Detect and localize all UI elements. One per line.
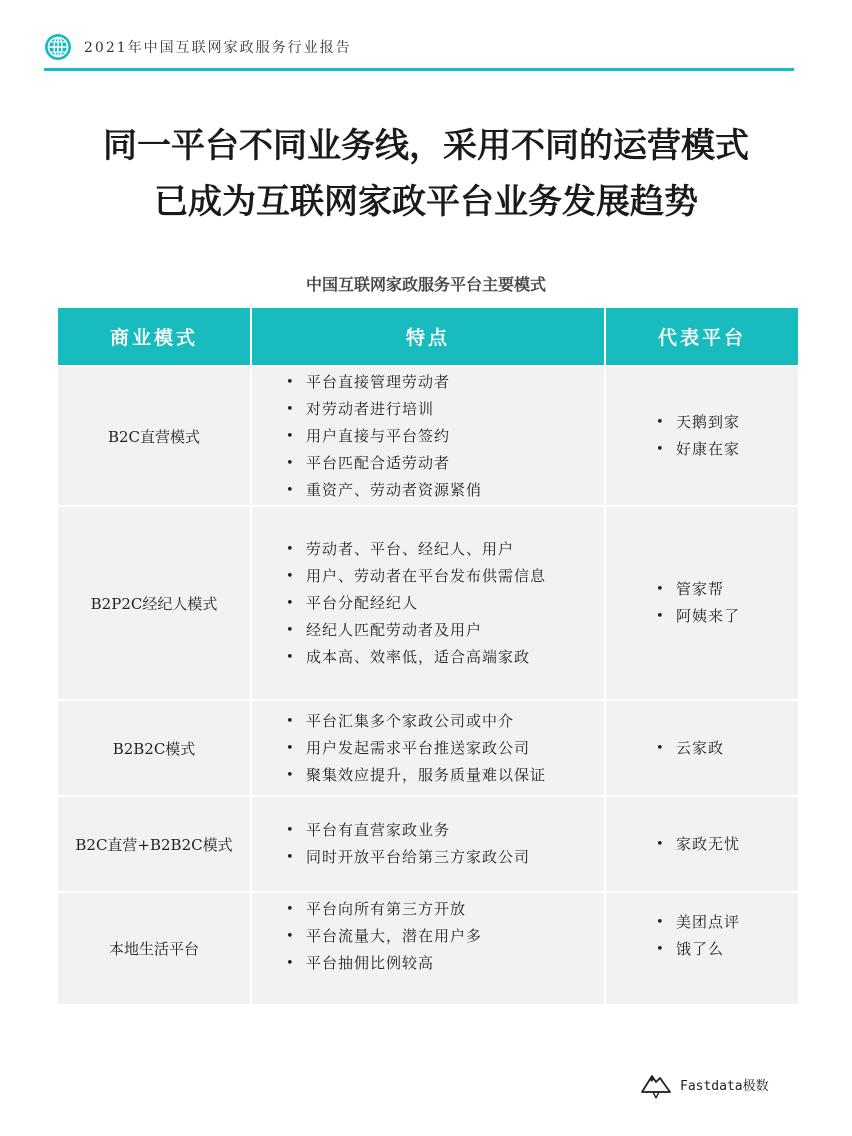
feature-item: • 用户、劳动者在平台发布供需信息 — [282, 563, 604, 590]
feature-item: • 平台流量大，潜在用户多 — [282, 923, 604, 950]
table-row — [58, 796, 798, 892]
table-title: 中国互联网家政服务平台主要模式 — [305, 275, 546, 294]
header-model: 商业模式 — [58, 308, 251, 366]
table-row — [58, 366, 798, 506]
header-divider — [44, 68, 794, 71]
platform-item: • 阿姨来了 — [652, 603, 798, 630]
feature-item: • 平台分配经纪人 — [282, 590, 604, 617]
header-platforms: 代表平台 — [605, 308, 798, 366]
platform-item: • 家政无忧 — [652, 831, 798, 858]
model-cell: B2P2C经纪人模式 — [58, 506, 251, 700]
feature-item: • 平台汇集多个家政公司或中介 — [282, 708, 604, 735]
globe-icon — [44, 33, 72, 61]
feature-item: • 用户直接与平台签约 — [282, 423, 604, 450]
page-header — [44, 33, 794, 71]
features-cell — [251, 892, 605, 1004]
model-cell: B2C直营+B2B2C模式 — [58, 796, 251, 892]
feature-item: • 用户发起需求平台推送家政公司 — [282, 735, 604, 762]
feature-item: • 聚集效应提升，服务质量难以保证 — [282, 762, 604, 789]
model-cell: 本地生活平台 — [58, 892, 251, 1004]
feature-item: • 劳动者、平台、经纪人、用户 — [282, 536, 604, 563]
page-title — [0, 118, 852, 230]
feature-item: • 同时开放平台给第三方家政公司 — [282, 844, 604, 871]
feature-item: • 平台直接管理劳动者 — [282, 369, 604, 396]
platforms-cell — [605, 506, 798, 700]
report-name: 2021年中国互联网家政服务行业报告 — [84, 40, 352, 56]
table-row — [58, 892, 798, 1004]
platforms-cell — [605, 892, 798, 1004]
model-cell: B2B2C模式 — [58, 700, 251, 796]
platforms-cell — [605, 700, 798, 796]
title-line-2: 已成为互联网家政平台业务发展趋势 — [154, 182, 698, 222]
platforms-cell — [605, 796, 798, 892]
title-line-1: 同一平台不同业务线，采用不同的运营模式 — [103, 126, 749, 166]
platform-item: • 云家政 — [652, 735, 798, 762]
table-row — [58, 700, 798, 796]
features-cell — [251, 506, 605, 700]
features-cell — [251, 796, 605, 892]
platform-item: • 天鹅到家 — [652, 409, 798, 436]
feature-item: • 成本高、效率低，适合高端家政 — [282, 644, 604, 671]
platform-item: • 好康在家 — [652, 436, 798, 463]
platforms-cell — [605, 366, 798, 506]
table-row — [58, 506, 798, 700]
feature-item: • 经纪人匹配劳动者及用户 — [282, 617, 604, 644]
feature-item: • 平台抽佣比例较高 — [282, 950, 604, 977]
platform-item: • 美团点评 — [652, 909, 798, 936]
platform-item: • 饿了么 — [652, 936, 798, 963]
model-cell: B2C直营模式 — [58, 366, 251, 506]
feature-item: • 平台有直营家政业务 — [282, 817, 604, 844]
feature-item: • 平台匹配合适劳动者 — [282, 450, 604, 477]
platform-item: • 管家帮 — [652, 576, 798, 603]
feature-item: • 平台向所有第三方开放 — [282, 896, 604, 923]
features-cell — [251, 366, 605, 506]
feature-item: • 重资产、劳动者资源紧俏 — [282, 477, 604, 504]
models-table — [58, 308, 798, 1004]
features-cell — [251, 700, 605, 796]
table-header-row — [58, 308, 798, 366]
feature-item: • 对劳动者进行培训 — [282, 396, 604, 423]
header-features: 特点 — [251, 308, 605, 366]
mountain-logo-icon — [640, 1068, 672, 1100]
brand-name: Fastdata极数 — [680, 1079, 769, 1094]
